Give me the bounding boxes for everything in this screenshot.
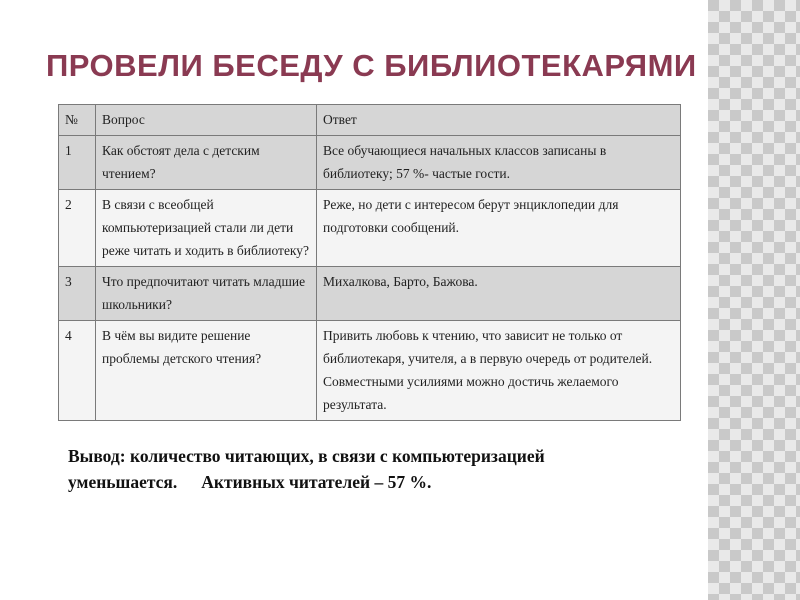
question-cell: В чём вы видите решение проблемы детского чтения? [96, 321, 317, 421]
row-number: 1 [59, 136, 96, 190]
conclusion-line-2a: уменьшается. [68, 472, 178, 492]
conclusion-text [68, 443, 668, 495]
table-row [59, 267, 681, 321]
table-row [59, 321, 681, 421]
decorative-side-pattern [708, 0, 800, 600]
answer-cell: Михалкова, Барто, Бажова. [317, 267, 681, 321]
question-cell: Как обстоят дела с детским чтением? [96, 136, 317, 190]
question-cell: Что предпочитают читать младшие школьники? [96, 267, 317, 321]
slide-title: ПРОВЕЛИ БЕСЕДУ С БИБЛИОТЕКАРЯМИ [46, 48, 697, 83]
column-header-answer: Ответ [317, 105, 681, 136]
row-number: 3 [59, 267, 96, 321]
interview-table [58, 104, 681, 421]
question-cell: В связи с всеобщей компьютеризацией стали ли дети реже читать и ходить в библиотеку? [96, 190, 317, 267]
answer-cell: Привить любовь к чтению, что зависит не только от библиотекаря, учителя, а в первую очередь от родителей. Совместными усилиями можно достичь желаемого результата. [317, 321, 681, 421]
table-header-row [59, 105, 681, 136]
answer-cell: Реже, но дети с интересом берут энциклопедии для подготовки сообщений. [317, 190, 681, 267]
table-row [59, 136, 681, 190]
row-number: 2 [59, 190, 96, 267]
conclusion-line-2b: Активных читателей – 57 %. [201, 472, 432, 492]
row-number: 4 [59, 321, 96, 421]
column-header-number: № [59, 105, 96, 136]
column-header-question: Вопрос [96, 105, 317, 136]
conclusion-line-1: Вывод: количество читающих, в связи с компьютеризацией [68, 446, 545, 466]
table-row [59, 190, 681, 267]
answer-cell: Все обучающиеся начальных классов записаны в библиотеку; 57 %- частые гости. [317, 136, 681, 190]
